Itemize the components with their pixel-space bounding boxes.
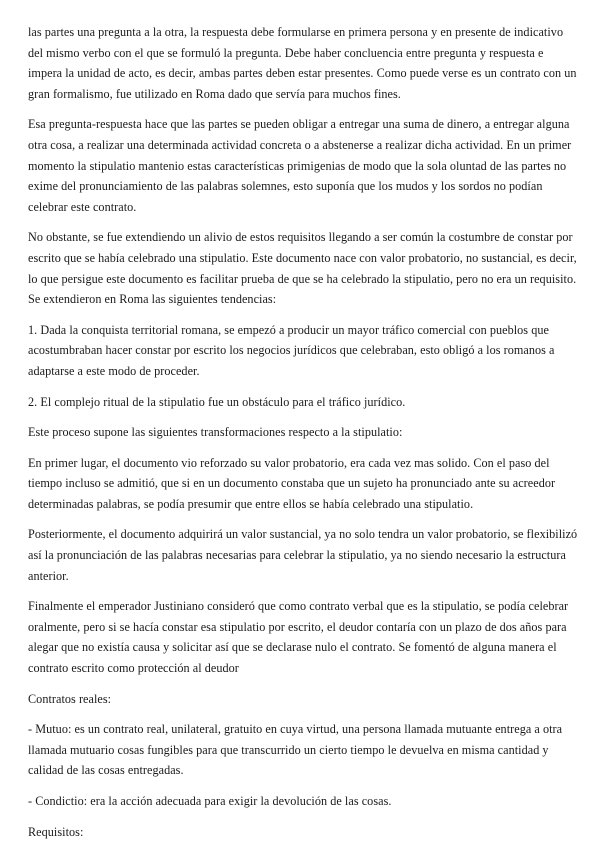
paragraph: Posteriormente, el documento adquirirá un valor sustancial, ya no solo tendra un valor probatorio, se flexibilizó así la pronunciación de las palabras necesarias para celebrar la stipulatio, ya no siendo necesario la estructura anterior. — [28, 527, 578, 583]
document-page — [28, 22, 578, 852]
paragraph: las partes una pregunta a la otra, la respuesta debe formularse en primera persona y en presente de indicativo del mismo verbo con el que se formuló la pregunta. Debe haber concluencia entre pregunta y respuesta e impera la unidad de acto, es decir, ambas partes deben estar presentes. Como puede verse es un contrato con un gran formalismo, fue utilizado en Roma dado que servía para muchos fines. — [28, 25, 577, 101]
paragraph: En primer lugar, el documento vio reforzado su valor probatorio, era cada vez mas solido. Con el paso del tiempo incluso se admitió, que si en un documento constaba que un sujeto ha pronunciado ante su acreedor determinadas palabras, se podía presumir que entre ellos se había celebrado una stipulatio. — [28, 455, 556, 511]
paragraph: 1. Dada la conquista territorial romana, se empezó a producir un mayor tráfico comercial con pueblos que acostumbraban hacer constar por escrito los negocios jurídicos que celebraban, esto obligó a los romanos a adaptarse a este modo de proceder. — [28, 322, 555, 378]
section-heading: Requisitos: — [28, 824, 84, 839]
paragraph: Esa pregunta-respuesta hace que las partes se pueden obligar a entregar una suma de dinero, a entregar alguna otra cosa, a realizar una determinada actividad concreta o a abstenerse a realizar dicha actividad. En un primer momento la stipulatio mantenio estas características primigenias de modo que la sola oluntad de las partes no exime del pronunciamiento de las palabras solemnes, esto suponía que los mudos y los sordos no podían celebrar este contrato. — [28, 117, 572, 214]
paragraph: Este proceso supone las siguientes transformaciones respecto a la stipulatio: — [28, 425, 403, 440]
section-heading: Contratos reales: — [28, 691, 112, 706]
paragraph: 2. El complejo ritual de la stipulatio fue un obstáculo para el tráfico jurídico. — [28, 394, 406, 409]
paragraph: Finalmente el emperador Justiniano consideró que como contrato verbal que es la stipulatio, se podía celebrar oralmente, pero si se hacía constar esa stipulatio por escrito, el deudor contaría con un plazo de dos años para alegar que no existía causa y solicitar así que se declarase nulo el contrato. Se fomentó de alguna manera el contrato escrito como protección al deudor — [28, 599, 569, 676]
paragraph: No obstante, se fue extendiendo un alivio de estos requisitos llegando a ser común la costumbre de constar por escrito que se había celebrado una stipulatio. Este documento nace con valor probatorio, no sustancial, es decir, lo que persigue este documento es facilitar prueba de que se ha celebrado la stipulatio, pero no era un requisito. Se extendieron en Roma las siguientes tendencias: — [28, 230, 577, 307]
paragraph: - Mutuo: es un contrato real, unilateral, gratuito en cuya virtud, una persona llamada mutuante entrega a otra llamada mutuario cosas fungibles para que transcurrido un cierto tiempo le devuelva en misma cantidad y calidad de las cosas entregadas. — [28, 722, 563, 778]
paragraph: - Condictio: era la acción adecuada para exigir la devolución de las cosas. — [28, 794, 392, 808]
